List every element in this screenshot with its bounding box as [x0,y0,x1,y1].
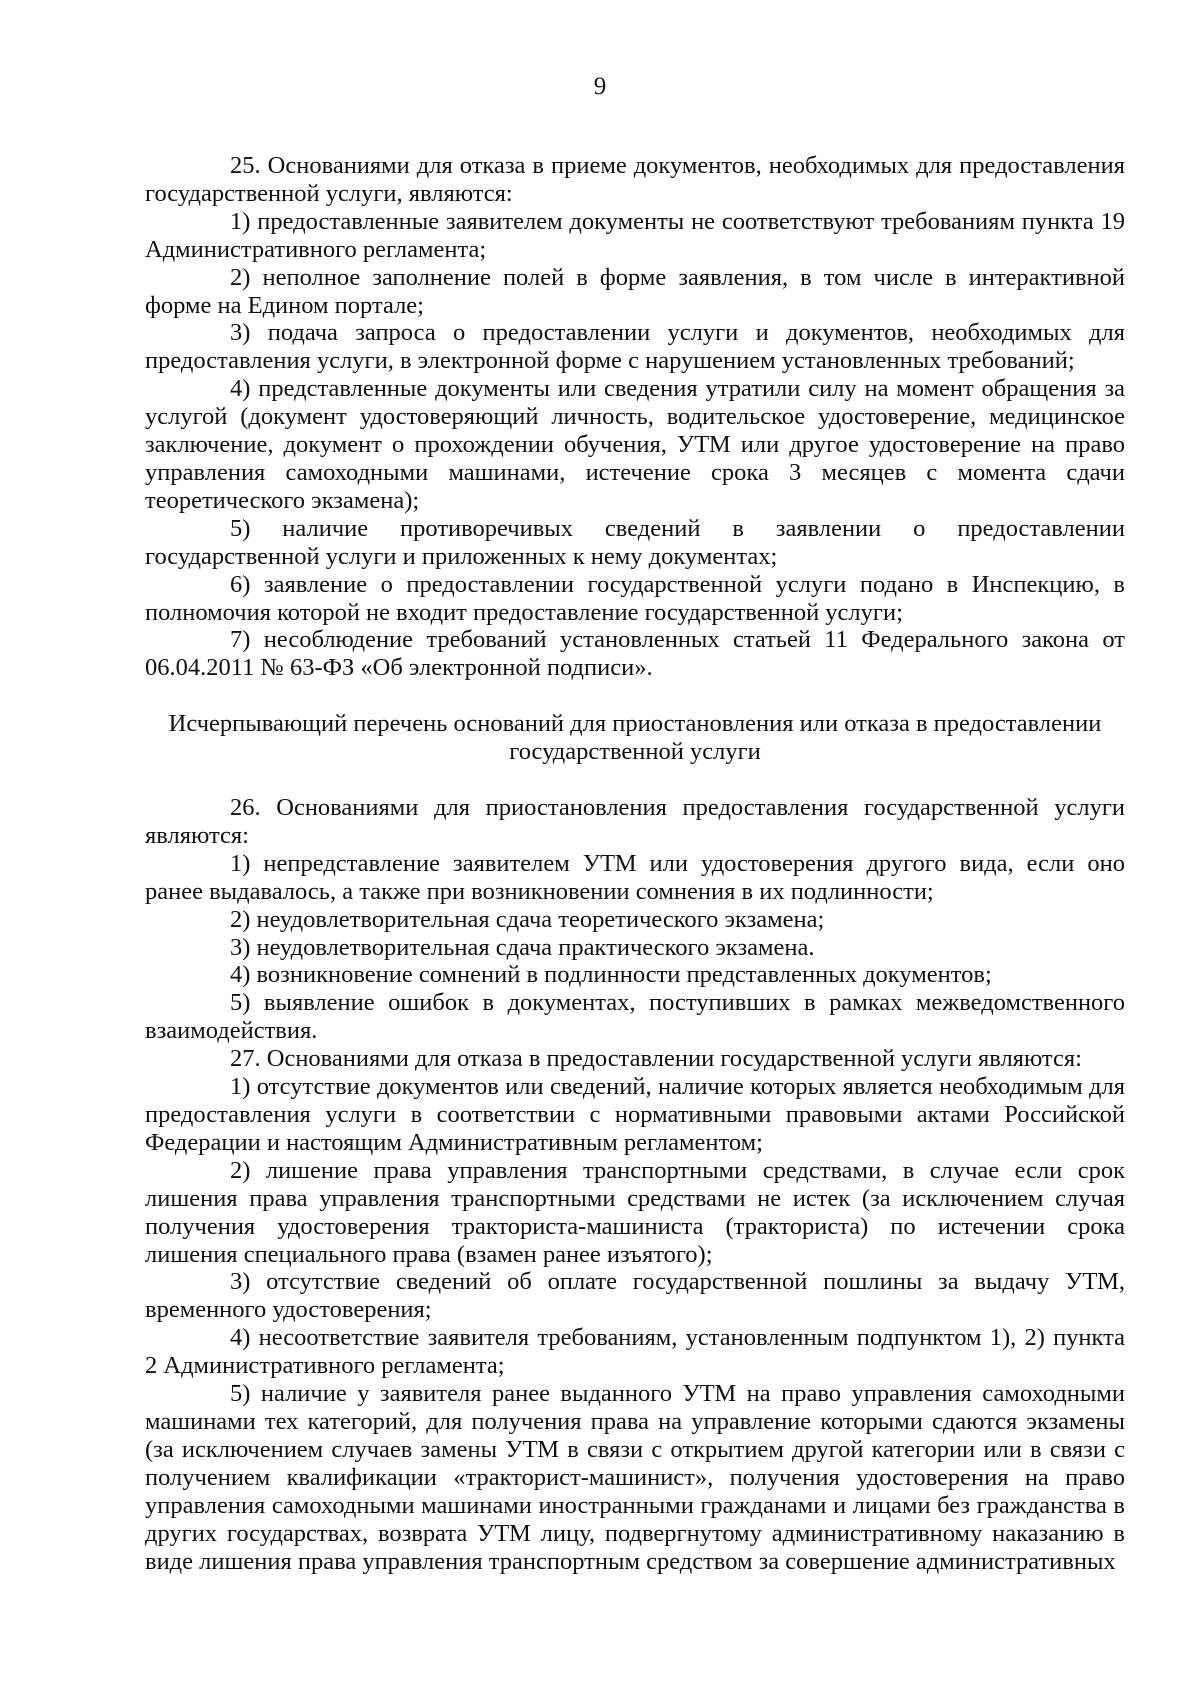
paragraph-25-item-5: 5) наличие противоречивых сведений в заявлении о предоставлении государственной услуги и приложенных к нему документах; [145,514,1125,570]
paragraph-27: 27. Основаниями для отказа в предоставлении государственной услуги являются: [230,1045,1082,1073]
paragraph-27-item-2: 2) лишение права управления транспортными средствами, в случае если срок лишения права управления транспортными средствами не истек (за исключением случая получения удостоверения тракториста-машиниста (тракториста) по истечении срока лишения специального права (взамен ранее изъятого); [145,1156,1125,1268]
paragraph-26-item-2: 2) неудовлетворительная сдача теоретического экзамена; [230,905,825,933]
paragraph-26: 26. Основаниями для приостановления предоставления государственной услуги являются: [145,794,1125,849]
paragraph-26-item-5: 5) выявление ошибок в документах, поступивших в рамках межведомственного взаимодействия. [145,989,1125,1045]
section-heading-line-2: государственной услуги [509,738,761,766]
section-heading [145,710,1125,766]
paragraph-25-item-2: 2) неполное заполнение полей в форме заявления, в том числе в интерактивной форме на Едином портале; [145,263,1125,319]
paragraph-27-item-1: 1) отсутствие документов или сведений, наличие которых является необходимым для предоставления услуги в соответствии с нормативными правовыми актами Российской Федерации и настоящим Административным регламентом; [145,1073,1125,1156]
paragraph-25-item-1: 1) предоставленные заявителем документы не соответствуют требованиям пункта 19 Административного регламента; [145,207,1125,263]
paragraph-27-item-5: 5) наличие у заявителя ранее выданного УТМ на право управления самоходными машинами тех категорий, для получения права на управление которыми сдаются экзамены (за исключением случаев замены УТМ в связи с открытием другой категории или в связи с получением квалификации «тракторист-машинист», получения удостоверения на право управления самоходными машинами иностранными гражданами и лицами без гражданства в других государствах, возврата УТМ лицу, подвергнутому административному наказанию в виде лишения права управления транспортным средством за совершение административных [145,1380,1125,1575]
paragraph-25-item-4: 4) представленные документы или сведения утратили силу на момент обращения за услугой (документ удостоверяющий личность, водительское удостоверение, медицинское заключение, документ о прохождении обучения, УТМ или другое удостоверение на право управления самоходными машинами, истечение срока 3 месяцев с момента сдачи теоретического экзамена); [145,375,1125,514]
paragraph-26-item-4: 4) возникновение сомнений в подлинности представленных документов; [230,961,992,989]
section-heading-line-1: Исчерпывающий перечень оснований для приостановления или отказа в предоставлении [168,710,1102,738]
paragraph-27-item-4: 4) несоответствие заявителя требованиям, установленным подпунктом 1), 2) пункта 2 Административного регламента; [145,1324,1125,1380]
document-body [145,152,1125,1575]
page-number: 9 [593,73,607,100]
paragraph-25-item-6: 6) заявление о предоставлении государственной услуги подано в Инспекцию, в полномочия которой не входит предоставление государственной услуги; [145,570,1125,626]
paragraph-26-item-1: 1) непредставление заявителем УТМ или удостоверения другого вида, если оно ранее выдавалось, а также при возникновении сомнения в их подлинности; [145,849,1125,905]
paragraph-27-item-3: 3) отсутствие сведений об оплате государственной пошлины за выдачу УТМ, временного удостоверения; [145,1268,1125,1324]
paragraph-25: 25. Основаниями для отказа в приеме документов, необходимых для предоставления государственной услуги, являются: [145,152,1125,207]
paragraph-26-item-3: 3) неудовлетворительная сдача практического экзамена. [230,933,815,961]
paragraph-25-item-7: 7) несоблюдение требований установленных статьей 11 Федерального закона от 06.04.2011 № 63-ФЗ «Об электронной подписи». [145,626,1125,682]
paragraph-25-item-3: 3) подача запроса о предоставлении услуги и документов, необходимых для предоставления услуги, в электронной форме с нарушением установленных требований; [145,319,1125,375]
